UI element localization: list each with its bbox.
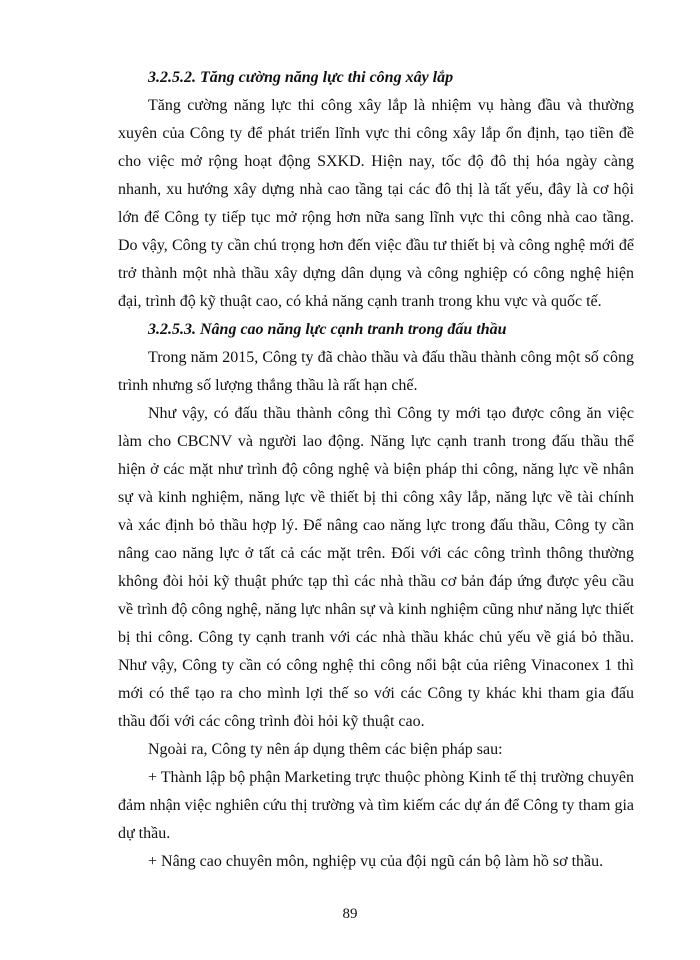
page-content — [118, 64, 634, 876]
paragraph: Tăng cường năng lực thi công xây lắp là nhiệm vụ hàng đầu và thường xuyên của Công ty để phát triển lĩnh vực thi công xây lắp ổn định, tạo tiền đề cho việc mở rộng hoạt động SXKD. Hiện nay, tốc độ đô thị hóa ngày càng nhanh, xu hướng xây dựng nhà cao tầng tại các đô thị là tất yếu, đây là cơ hội lớn để Công ty tiếp tục mở rộng hơn nữa sang lĩnh vực thi công nhà cao tầng. Do vậy, Công ty cần chú trọng hơn đến việc đầu tư thiết bị và công nghệ mới để trở thành một nhà thầu xây dựng dân dụng và công nghiệp có công nghệ hiện đại, trình độ kỹ thuật cao, có khả năng cạnh tranh trong khu vực và quốc tế. — [118, 97, 634, 310]
section-heading-3-2-5-2: 3.2.5.2. Tăng cường năng lực thi công xây lắp — [148, 69, 454, 86]
bullet-paragraph: + Thành lập bộ phận Marketing trực thuộc phòng Kinh tế thị trường chuyên đảm nhận việc nghiên cứu thị trường và tìm kiếm các dự án để Công ty tham gia dự thầu. — [118, 769, 634, 842]
paragraph: Như vậy, có đấu thầu thành công thì Công ty mới tạo được công ăn việc làm cho CBCNV và người lao động. Năng lực cạnh tranh trong đấu thầu thể hiện ở các mặt như trình độ công nghệ và biện pháp thi công, năng lực về nhân sự và kinh nghiệm, năng lực về thiết bị thi công xây lắp, năng lực về tài chính và xác định bỏ thầu hợp lý. Để nâng cao năng lực trong đấu thầu, Công ty cần nâng cao năng lực ở tất cả các mặt trên. Đối với các công trình thông thường không đòi hỏi kỹ thuật phức tạp thì các nhà thầu cơ bản đáp ứng được yêu cầu về trình độ công nghệ, năng lực nhân sự và kinh nghiệm cũng như năng lực thiết bị thi công. Công ty cạnh tranh với các nhà thầu khác chủ yếu về giá bỏ thầu. Như vậy, Công ty cần có công nghệ thi công nổi bật của riêng Vinaconex 1 thì mới có thể tạo ra cho mình lợi thế so với các Công ty khác khi tham gia đấu thầu đối với các công trình đòi hỏi kỹ thuật cao. — [118, 405, 634, 730]
paragraph: Ngoài ra, Công ty nên áp dụng thêm các biện pháp sau: — [148, 741, 503, 758]
section-heading-3-2-5-3: 3.2.5.3. Nâng cao năng lực cạnh tranh trong đấu thầu — [148, 321, 507, 338]
bullet-paragraph: + Nâng cao chuyên môn, nghiệp vụ của đội ngũ cán bộ làm hồ sơ thầu. — [148, 853, 604, 870]
paragraph: Trong năm 2015, Công ty đã chào thầu và đấu thầu thành công một số công trình nhưng số lượng thắng thầu là rất hạn chế. — [118, 349, 634, 394]
page-number: 89 — [342, 906, 358, 922]
